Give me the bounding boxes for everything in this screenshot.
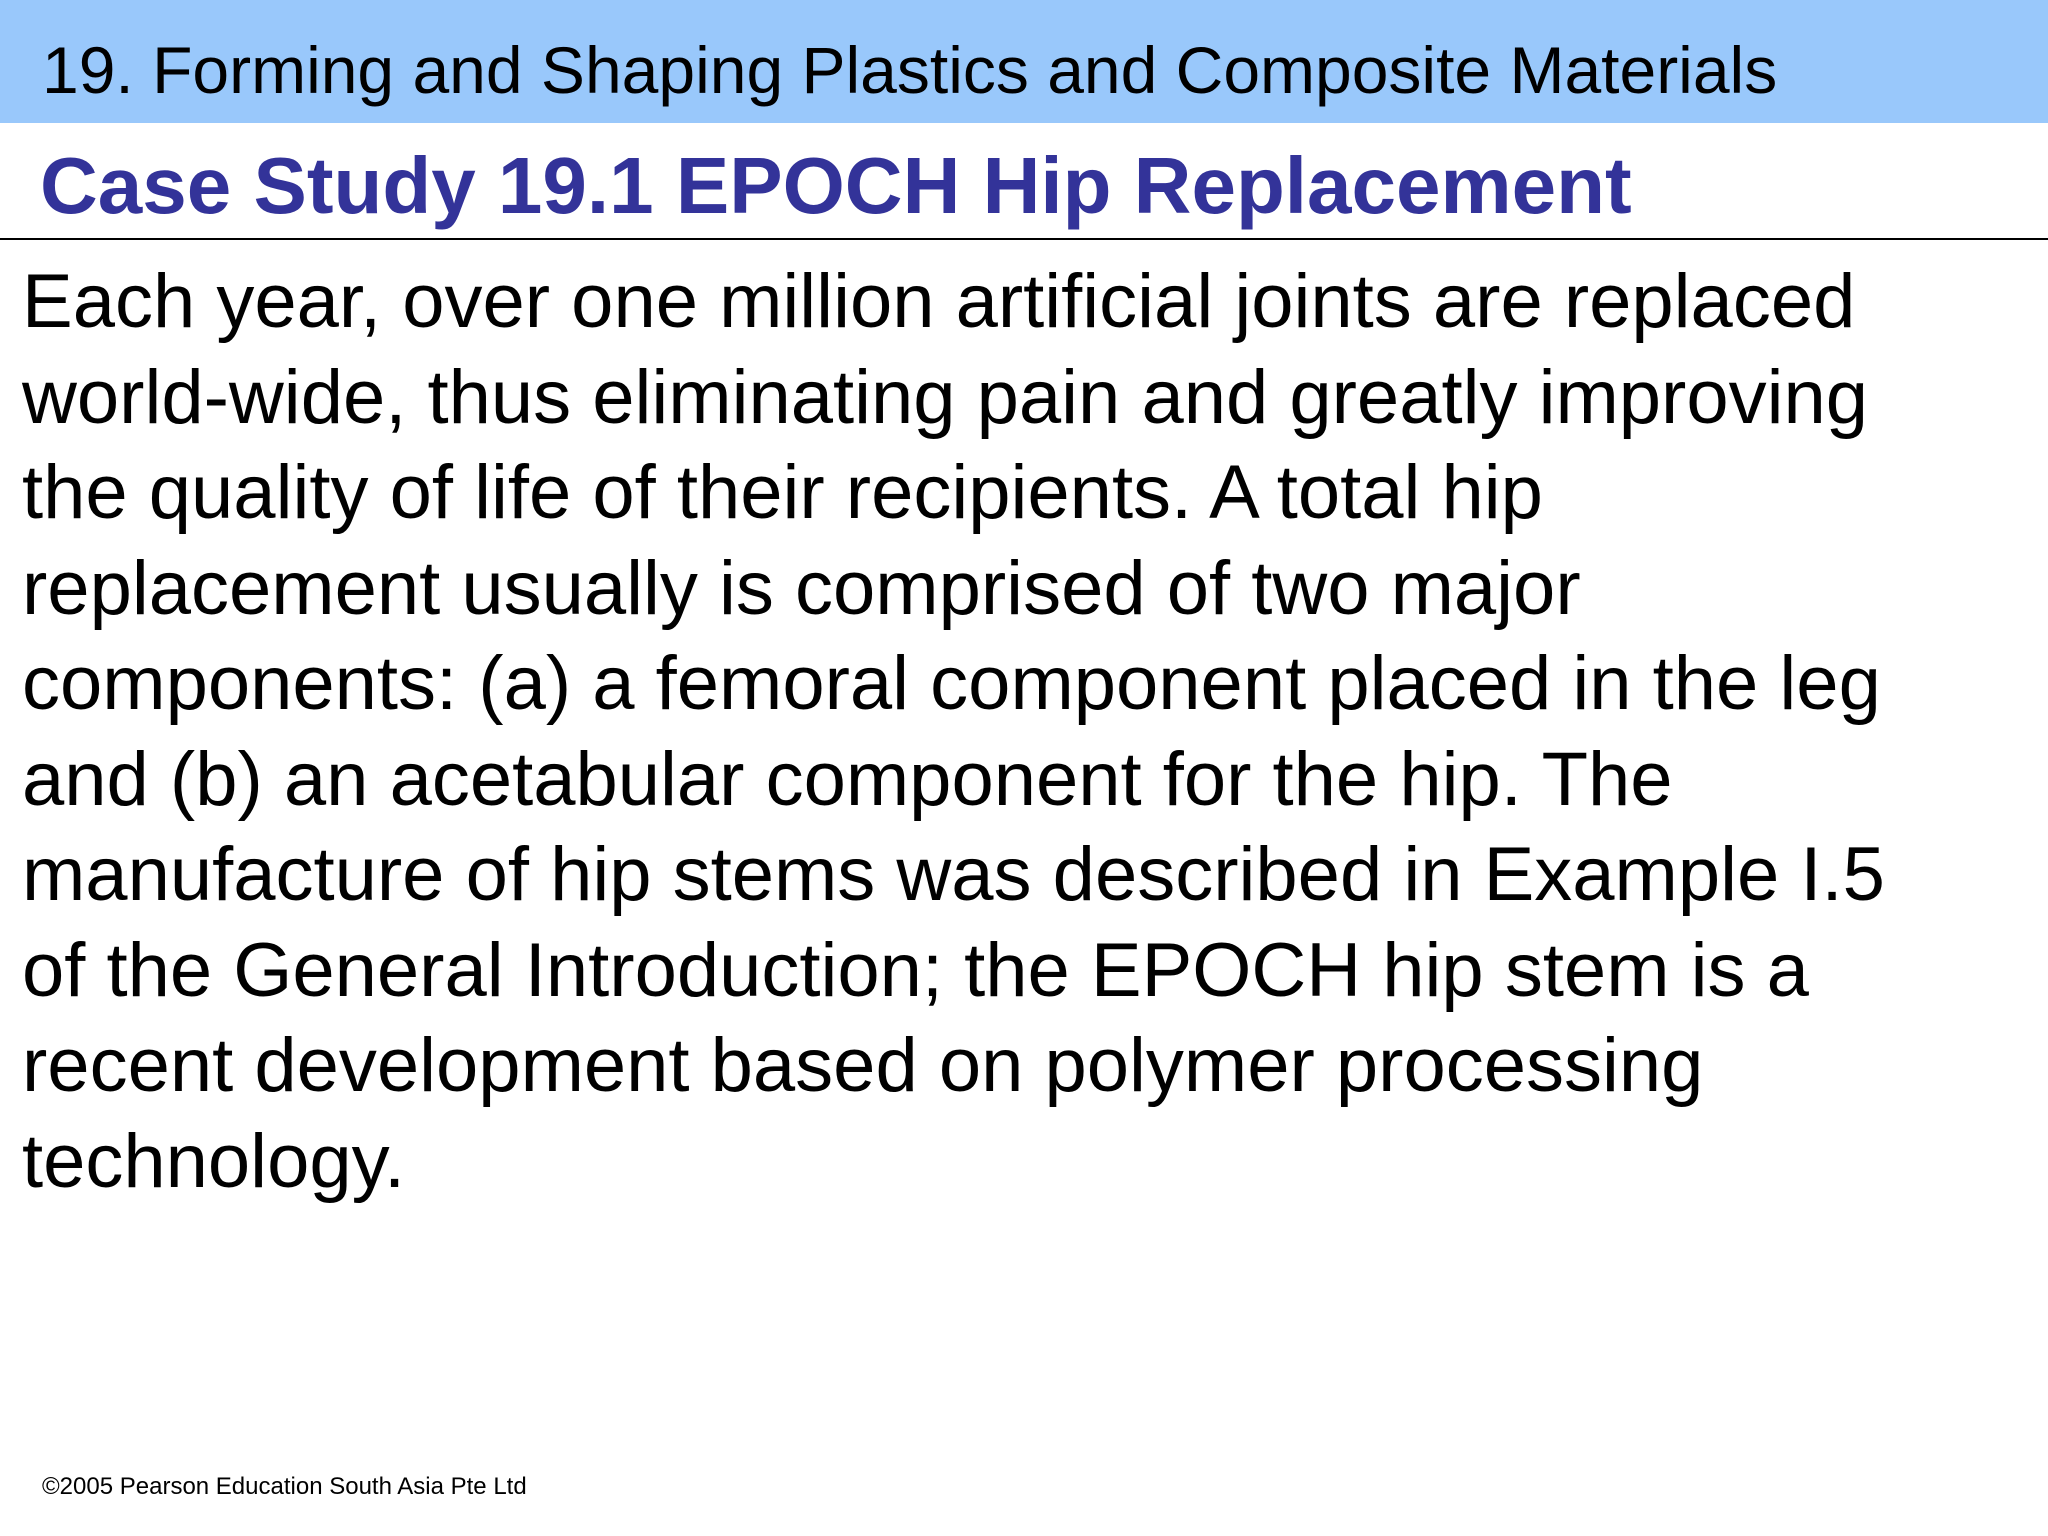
chapter-title: 19. Forming and Shaping Plastics and Composite Materials bbox=[42, 33, 1778, 107]
body-line: recent development based on polymer processing bbox=[22, 1023, 1704, 1108]
body-line: and (b) an acetabular component for the hip. The bbox=[22, 736, 1673, 822]
body-line: world-wide, thus eliminating pain and greatly improving bbox=[22, 354, 1869, 440]
title-divider bbox=[0, 238, 2048, 240]
body-line: technology. bbox=[22, 1118, 406, 1204]
body-line: of the General Introduction; the EPOCH hip stem is a bbox=[22, 927, 1809, 1013]
body-line: Each year, over one million artificial joints are replaced bbox=[22, 259, 1856, 344]
copyright-footer: ©2005 Pearson Education South Asia Pte Ltd bbox=[42, 1473, 527, 1500]
body-line: the quality of life of their recipients. A total hip bbox=[22, 450, 1543, 535]
slide-title: Case Study 19.1 EPOCH Hip Replacement bbox=[40, 141, 1632, 230]
body-line: replacement usually is comprised of two major bbox=[22, 545, 1581, 631]
body-line: components: (a) a femoral component placed in the leg bbox=[22, 641, 1881, 726]
slide-body bbox=[22, 254, 2032, 1209]
body-line: manufacture of hip stems was described in Example I.5 bbox=[22, 832, 1885, 917]
